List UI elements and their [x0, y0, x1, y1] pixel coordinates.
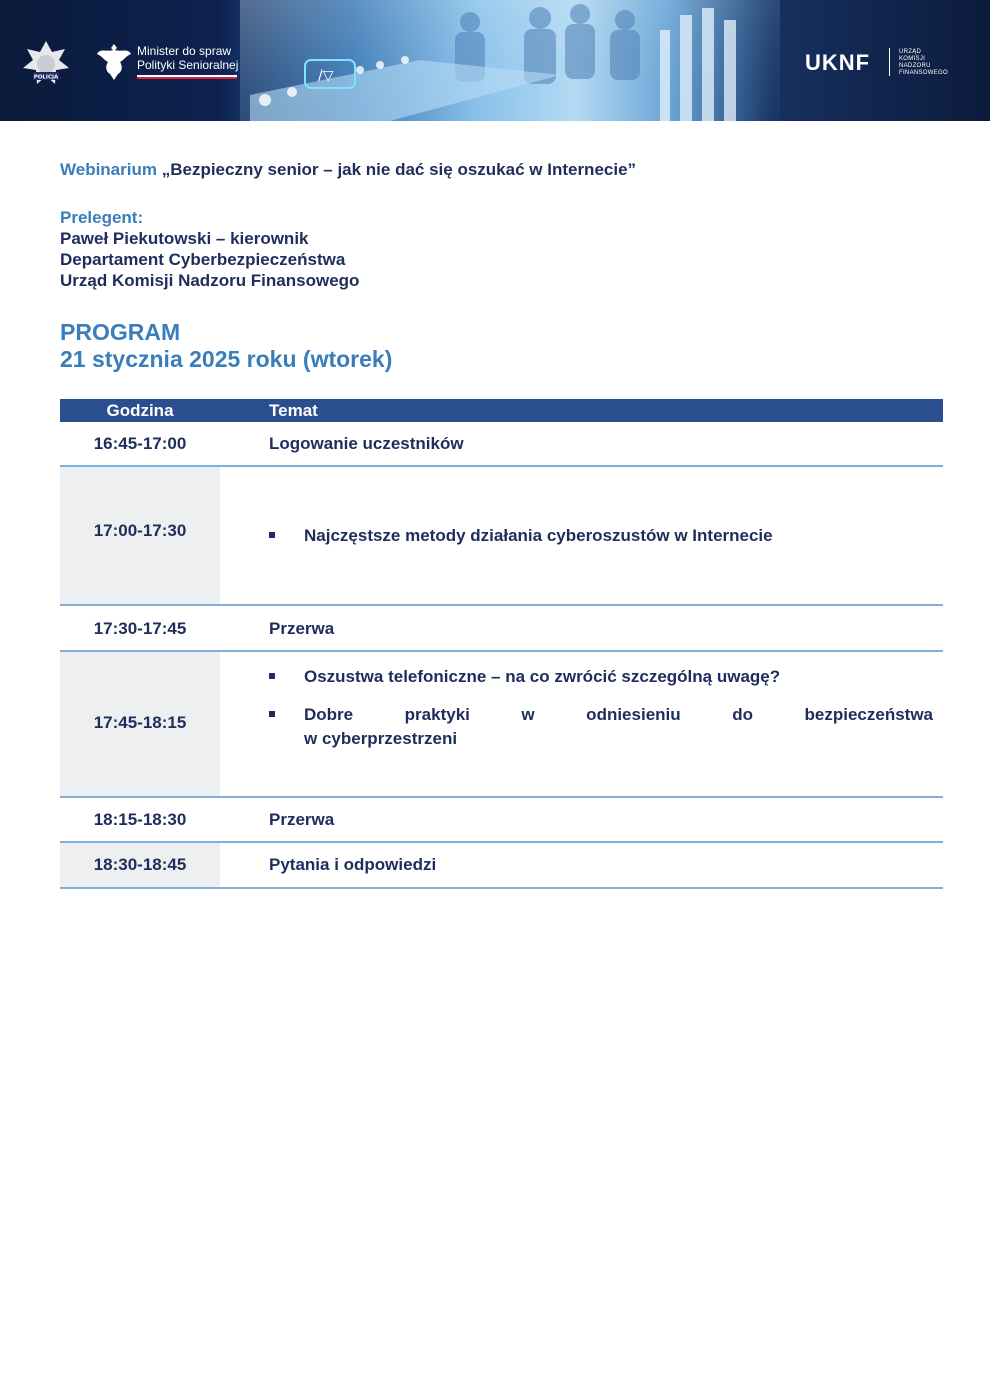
table-row [60, 798, 943, 843]
webinar-heading [60, 160, 636, 180]
row-time: 16:45-17:00 [93, 434, 187, 453]
eagle-emblem-icon [96, 40, 132, 82]
uknf-sub-line: KOMISJI [899, 56, 926, 62]
uknf-sub-line: FINANSOWEGO [899, 70, 948, 76]
minister-line-2: Polityki Senioralnej [137, 58, 239, 72]
speaker-institution: Urząd Komisji Nadzoru Finansowego [60, 271, 360, 290]
row-time: 17:30-17:45 [93, 619, 187, 638]
flag-stripe-red [137, 77, 237, 79]
row-time: 17:45-18:15 [93, 713, 187, 732]
speaker-department: Departament Cyberbezpieczeństwa [60, 250, 346, 269]
table-row [60, 422, 943, 467]
row-topic: Przerwa [269, 619, 335, 638]
bullet-text: Oszustwa telefoniczne – na co zwrócić szczególną uwagę? [304, 667, 781, 686]
uknf-subtitle [899, 49, 948, 77]
banner-illustration [240, 0, 780, 121]
bullet-square-icon [269, 532, 275, 538]
webinar-title: „Bezpieczny senior – jak nie dać się oszukać w Internecie” [161, 160, 637, 179]
bullet-text: Dobre praktyki w odniesieniu do bezpieczeństwa [304, 705, 933, 724]
header-banner [0, 0, 990, 121]
minister-line-1: Minister do spraw [137, 44, 232, 58]
speaker-name: Paweł Piekutowski – kierownik [60, 229, 309, 248]
program-date: 21 stycznia 2025 roku (wtorek) [60, 346, 393, 372]
bullet-text-continued: w cyberprzestrzeni [304, 729, 458, 748]
uknf-sub-line: URZĄD [899, 49, 922, 55]
row-time: 17:00-17:30 [93, 521, 187, 540]
table-row [60, 606, 943, 652]
row-time: 18:15-18:30 [93, 810, 187, 829]
minister-logo-text [137, 44, 238, 72]
uknf-logo: UKNF [805, 50, 871, 75]
uknf-divider [889, 48, 890, 76]
uknf-sub-line: NADZORU [899, 63, 931, 69]
header-topic: Temat [269, 401, 318, 420]
row-topic: Logowanie uczestników [269, 434, 464, 453]
program-title: PROGRAM [60, 319, 181, 345]
speaker-label: Prelegent: [60, 208, 144, 227]
table-row [60, 467, 943, 606]
bullet-text: Najczęstsze metody działania cyberoszustów w Internecie [304, 526, 773, 545]
header-time: Godzina [106, 401, 174, 420]
webinar-label: Webinarium [60, 160, 157, 179]
table-row [60, 843, 943, 889]
bullet-square-icon [269, 711, 275, 717]
row-topic: Przerwa [269, 810, 335, 829]
table-header [60, 399, 943, 422]
svg-text:POLICJA: POLICJA [33, 74, 59, 81]
schedule-table [60, 399, 943, 889]
row-time: 18:30-18:45 [93, 855, 187, 874]
table-row [60, 652, 943, 798]
police-star-logo [22, 40, 70, 88]
bullet-square-icon [269, 673, 275, 679]
row-topic: Pytania i odpowiedzi [269, 855, 437, 874]
svg-text:/▽: /▽ [318, 68, 334, 84]
